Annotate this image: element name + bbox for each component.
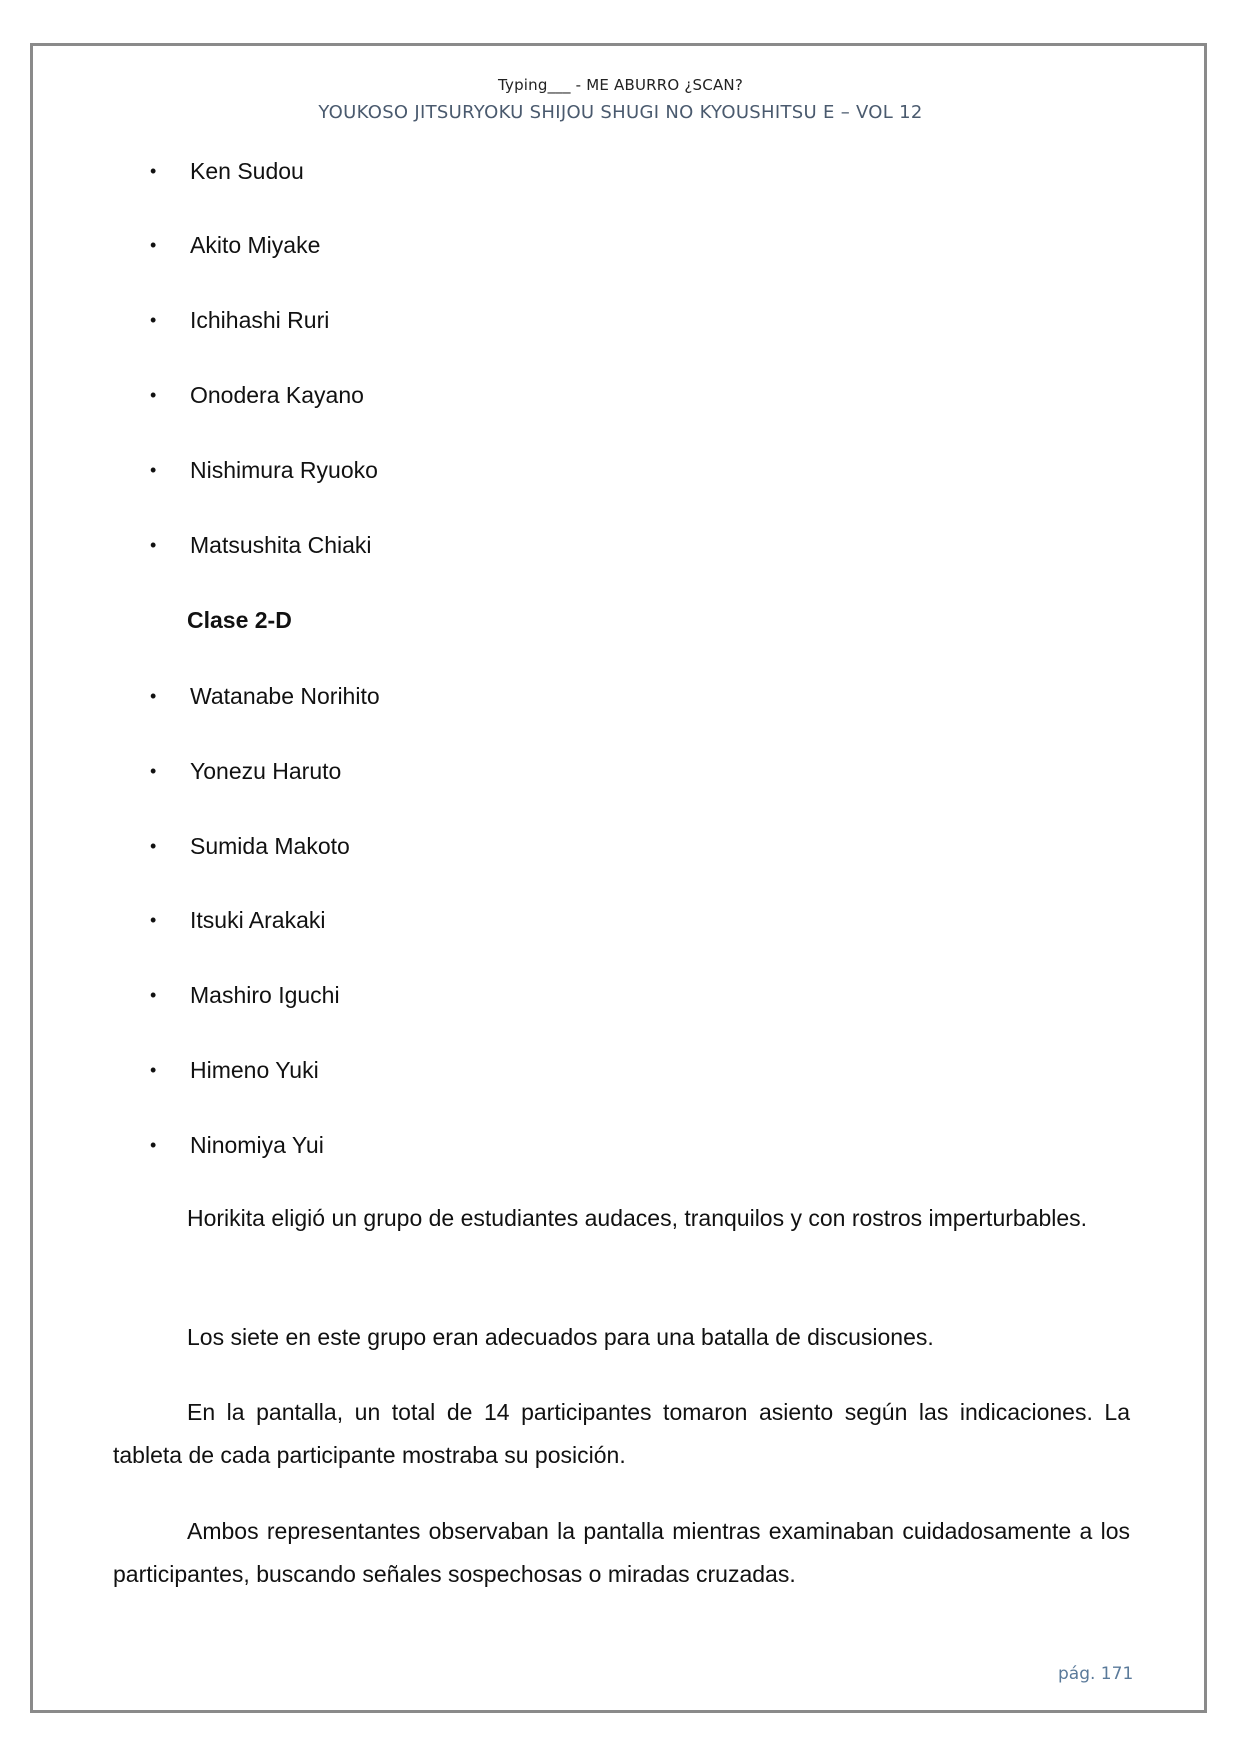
list-item xyxy=(150,1130,324,1160)
bullet-icon: • xyxy=(150,385,157,405)
bullet-icon: • xyxy=(150,310,157,330)
bullet-icon: • xyxy=(150,761,157,781)
body-paragraph: Ambos representantes observaban la pantalla mientras examinaban cuidadosamente a los participantes, buscando señales sospechosas o miradas cruzadas. xyxy=(113,1518,1130,1587)
list-item-text: Himeno Yuki xyxy=(190,1057,319,1083)
bullet-icon: • xyxy=(150,985,157,1005)
class-heading: Clase 2-D xyxy=(187,607,292,633)
body-paragraph: En la pantalla, un total de 14 participantes tomaron asiento según las indicaciones. La tableta de cada participante mostraba su posición. xyxy=(113,1399,1130,1468)
list-item xyxy=(150,905,326,935)
running-header-title: Typing___ - ME ABURRO ¿SCAN? xyxy=(497,76,743,94)
bullet-icon: • xyxy=(150,1060,157,1080)
body-paragraph: Horikita eligió un grupo de estudiantes audaces, tranquilos y con rostros imperturbables. xyxy=(187,1205,1088,1231)
body-paragraph: Los siete en este grupo eran adecuados para una batalla de discusiones. xyxy=(187,1324,934,1350)
list-item-text: Onodera Kayano xyxy=(190,382,364,408)
list-item-text: Matsushita Chiaki xyxy=(190,532,372,558)
list-item xyxy=(150,980,340,1010)
list-item xyxy=(150,756,341,786)
list-item xyxy=(150,455,378,485)
list-item-text: Itsuki Arakaki xyxy=(190,907,326,933)
bullet-icon: • xyxy=(150,460,157,480)
bullet-icon: • xyxy=(150,1135,157,1155)
page-number: pág. 171 xyxy=(1058,1664,1134,1684)
list-item-text: Sumida Makoto xyxy=(190,833,350,859)
list-item-text: Ichihashi Ruri xyxy=(190,307,330,333)
bullet-icon: • xyxy=(150,535,157,555)
list-item xyxy=(150,530,372,560)
list-item xyxy=(150,380,364,410)
list-item-text: Ninomiya Yui xyxy=(190,1132,324,1158)
list-item xyxy=(150,230,320,260)
list-item-text: Mashiro Iguchi xyxy=(190,982,340,1008)
list-item-text: Yonezu Haruto xyxy=(190,758,342,784)
bullet-icon: • xyxy=(150,161,157,181)
list-item-text: Ken Sudou xyxy=(190,158,304,184)
bullet-icon: • xyxy=(150,836,157,856)
list-item-text: Nishimura Ryuoko xyxy=(190,457,378,483)
bullet-icon: • xyxy=(150,686,157,706)
list-item xyxy=(150,156,304,186)
list-item-text: Akito Miyake xyxy=(190,232,321,258)
running-header-series: YOUKOSO JITSURYOKU SHIJOU SHUGI NO KYOUSHITSU E – VOL 12 xyxy=(318,102,923,123)
list-item xyxy=(150,1055,319,1085)
list-item xyxy=(150,681,380,711)
bullet-icon: • xyxy=(150,910,157,930)
bullet-icon: • xyxy=(150,235,157,255)
list-item-text: Watanabe Norihito xyxy=(190,683,380,709)
list-item xyxy=(150,831,350,861)
list-item xyxy=(150,305,329,335)
